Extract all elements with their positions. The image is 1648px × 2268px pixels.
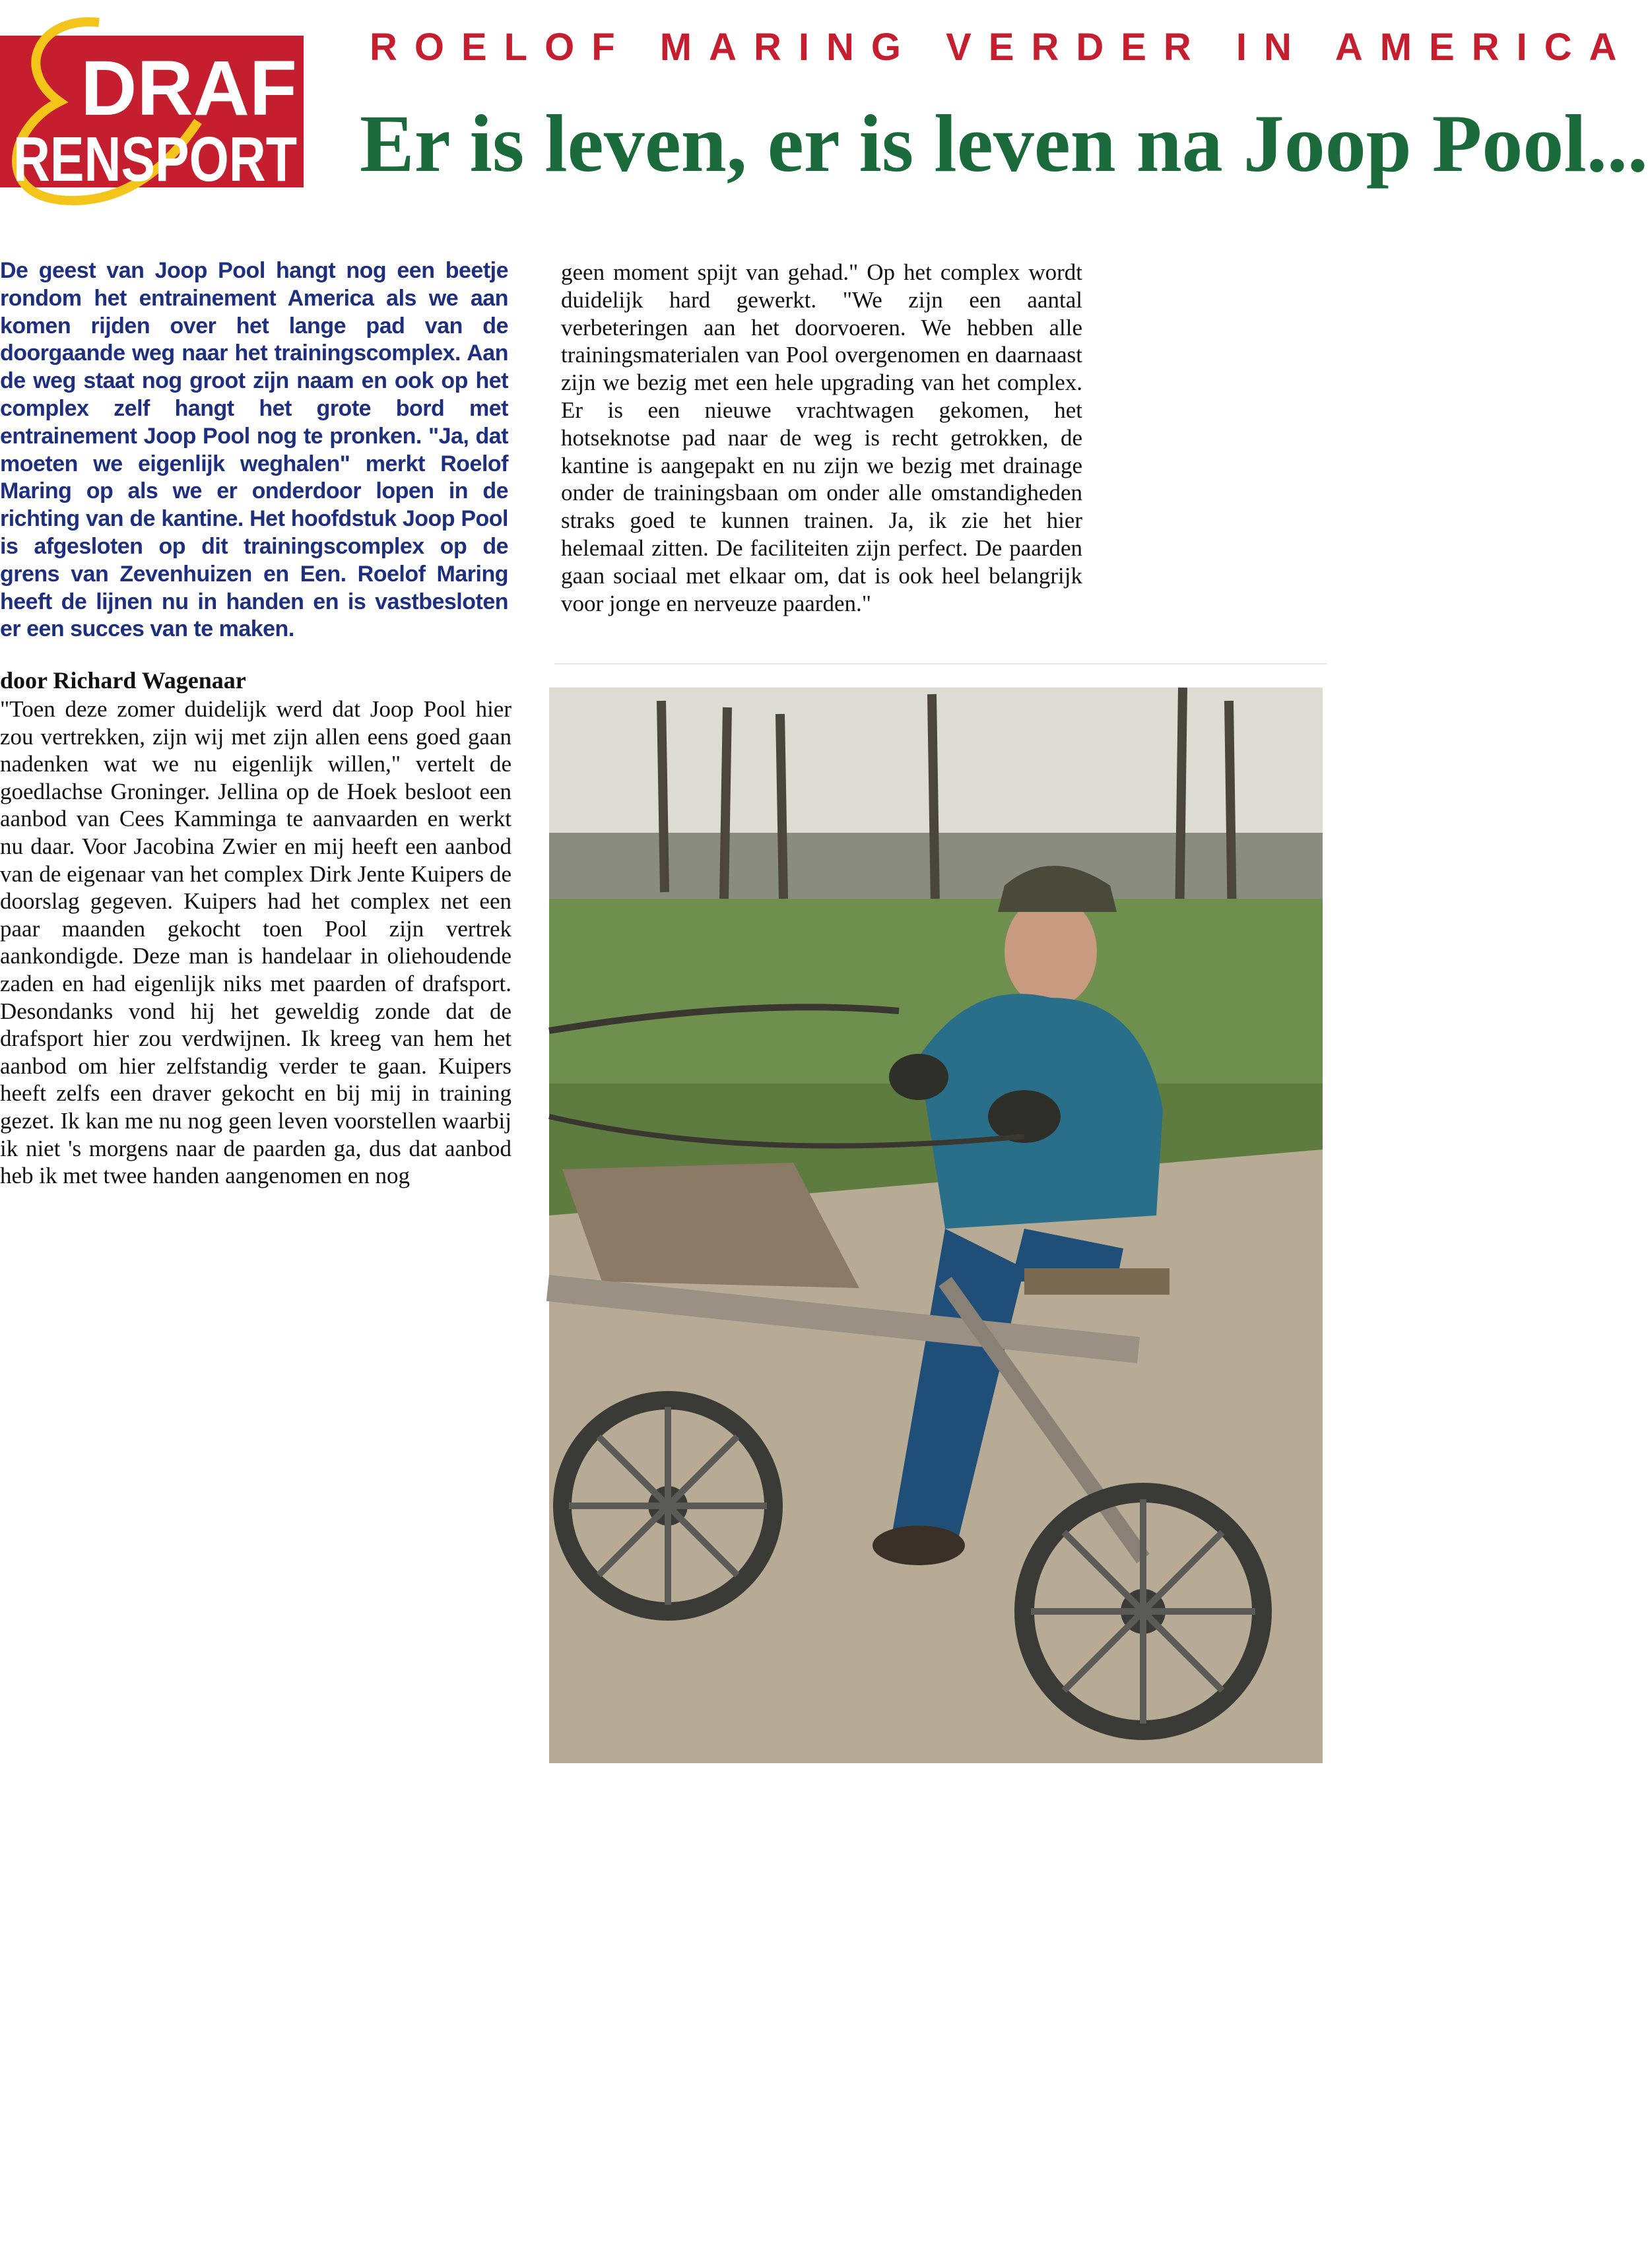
logo-word-rensport: RENSPORT	[13, 124, 298, 195]
photo-trainer-on-cart	[549, 688, 1323, 1763]
body-column-right: geen moment spijt van gehad." Op het complex wordt duidelijk hard gewerkt. "We zijn een aantal verbeteringen aan het doorvoeren. We hebben alle trainingsmaterialen van Pool overgenomen en daarnaast zijn we bezig met een hele upgrading van het complex. Er is een nieuwe vrachtwagen gekomen, het hotseknotse pad naar de weg is recht getrokken, de kantine is aangepakt en nu zijn we bezig met drainage onder de trainingsbaan om onder alle omstandigheden straks goed te kunnen trainen. Ja, ik zie het hier helemaal zitten. De faciliteiten zijn perfect. De paarden gaan sociaal met elkaar om, dat is ook heel belangrijk voor jonge en nerveuze paarden."	[561, 259, 1082, 616]
logo-word-draf: DRAF	[81, 45, 297, 132]
column-divider	[554, 663, 1327, 664]
body-column-left: "Toen deze zomer duidelijk werd dat Joop Pool hier zou vertrekken, zijn wij met zijn allen eens goed gaan nadenken wat we nu eigenlijk willen," vertelt de goedlachse Groninger. Jellina op de Hoek besloot een aanbod van Cees Kamminga te aanvaarden en werkt nu daar. Voor Jacobina Zwier en mij heeft een aanbod van de eigenaar van het complex Dirk Jente Kuipers de doorslag gegeven. Kuipers had het complex net een paar maanden gekocht toen Pool zijn vertrek aankondigde. Deze man is handelaar in oliehoudende zaden en had eigenlijk niks met paarden of drafsport. Desondanks vond hij het geweldig zonde dat de drafsport hier zou verdwijnen. Ik kreeg van hem het aanbod om hier zelfstandig verder te gaan. Kuipers heeft zelfs een draver gekocht en bij mij in training gezet. Ik kan me nu nog geen leven voorstellen waarbij ik niet 's morgens naar de paarden ga, dus dat aanbod heb ik met twee handen aangenomen en nog	[0, 696, 511, 1189]
headline: Er is leven, er is leven na Joop Pool...	[360, 98, 1648, 189]
draf-rensport-logo	[0, 16, 310, 207]
lead-paragraph: De geest van Joop Pool hangt nog een beetje rondom het entrainement America als we aan komen rijden over het lange pad van de doorgaande weg naar het trainingscomplex. Aan de weg staat nog groot zijn naam en ook op het complex zelf hangt het grote bord met entrainement Joop Pool nog te pronken. "Ja, dat moeten we eigenlijk weghalen" merkt Roelof Maring op als we er onderdoor lopen in de richting van de kantine. Het hoofdstuk Joop Pool is afgesloten op dit trainingscomplex op de grens van Zevenhuizen en Een. Roelof Maring heeft de lijnen nu in handen en is vastbesloten er een succes van te maken.	[0, 258, 508, 642]
kicker: ROELOF MARING VERDER IN AMERICA	[370, 26, 1634, 69]
byline: door Richard Wagenaar	[0, 667, 246, 694]
